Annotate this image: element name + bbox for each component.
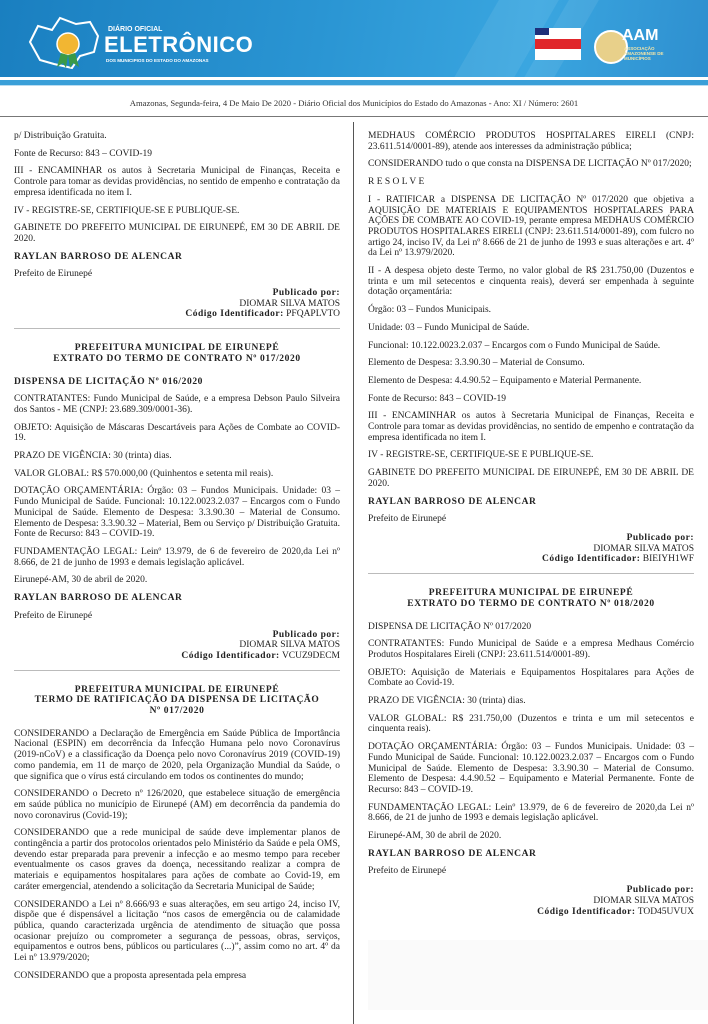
publication-signature — [14, 288, 340, 320]
identifier-line — [368, 907, 694, 918]
section-divider — [368, 573, 694, 574]
paragraph: Órgão: 03 – Fundos Municipais. — [368, 305, 492, 316]
paragraph: Prefeito de Eirunepé — [14, 610, 93, 621]
section-title — [14, 685, 340, 717]
identifier-code: PFQAPLVTO — [286, 309, 340, 320]
publisher-name: DIOMAR SILVA MATOS — [239, 640, 340, 651]
paragraph: IV - REGISTRE-SE, CERTIFIQUE-SE E PUBLIQUE-SE. — [14, 205, 240, 216]
paragraph: VALOR GLOBAL: R$ 231.750,00 (Duzentos e trinta e um mil setecentos e cinquenta reais). — [368, 713, 694, 735]
paragraph: R E S O L V E — [368, 177, 425, 188]
section-divider — [14, 328, 340, 329]
paragraph: GABINETE DO PREFEITO MUNICIPAL DE EIRUNEPÉ, EM 30 DE ABRIL DE 2020. — [368, 468, 694, 489]
amazonas-flag-icon — [535, 28, 581, 60]
paragraph: Elemento de Despesa: 3.3.90.30 – Material de Consumo. — [368, 358, 585, 369]
column-divider — [353, 122, 354, 1024]
publication-signature — [368, 533, 694, 565]
publication-signature — [368, 885, 694, 917]
identifier-line — [14, 309, 340, 320]
section-title-line: EXTRATO DO TERMO DE CONTRATO Nº 018/2020 — [407, 598, 655, 609]
identifier-code: TOD45UVUX — [637, 906, 694, 917]
aam-subtitle: ASSOCIAÇÃO AMAZONENSE DE MUNICÍPIOS — [624, 46, 664, 61]
paragraph: Unidade: 03 – Fundo Municipal de Saúde. — [368, 322, 530, 333]
published-by-label: Publicado por: — [626, 532, 694, 543]
paragraph: p/ Distribuição Gratuita. — [14, 131, 107, 141]
paragraph: I - RATIFICAR a DISPENSA DE LICITAÇÃO Nº 017/2020 que objetiva a AQUISIÇÃO DE MATERIAIS E EQUIPAMENTOS HOSPITALARES PARA AÇÕES DE COMBATE AO COVID-19, perante empresa MEDHAUS COMÉRCIO PRODUTOS HOSPITALARES EIRELI (CNPJ: 23.611.514/0001-89), com fulcro no artigo 24, inciso IV, da Lei nº 8.666 de 21 de junho de 1993 e suas alterações e art. 4º da Lei nº 13.979/2020. — [368, 194, 694, 259]
publisher-name: DIOMAR SILVA MATOS — [593, 543, 694, 554]
paragraph: VALOR GLOBAL: R$ 570.000,00 (Quinhentos e setenta mil reais). — [14, 468, 274, 479]
paragraph: CONTRATANTES: Fundo Municipal de Saúde, e a empresa Debson Paulo Silveira dos Santos - ME (CNPJ: 23.689.309/0001-36). — [14, 394, 340, 415]
paragraph: Eirunepé-AM, 30 de abril de 2020. — [14, 575, 148, 586]
section-title-line: EXTRATO DO TERMO DE CONTRATO Nº 017/2020 — [53, 353, 301, 364]
masthead-banner — [0, 0, 708, 77]
paragraph: Fonte de Recurso: 843 – COVID-19 — [14, 148, 152, 159]
blank-area — [368, 940, 708, 1010]
paragraph: DOTAÇÃO ORÇAMENTÁRIA: Órgão: 03 – Fundos Municipais. Unidade: 03 – Fundo Municipal de Saúde. Funcional: 10.122.0023.2.037 – Encargos com o Fundo Municipal de Saúde. Elemento de Despesa: 3.3.90.30 – Material de Consumo. Elemento de Despesa: 4.4.90.52 – Equipamento e Material Permanente. Fonte de Recurso: 843 – COVID-19. — [368, 742, 694, 795]
header-stripe — [0, 85, 708, 86]
paragraph: Elemento de Despesa: 4.4.90.52 – Equipamento e Material Permanente. — [368, 375, 642, 386]
logo-line2: ELETRÔNICO — [104, 32, 254, 57]
paragraph: DISPENSA DE LICITAÇÃO Nº 017/2020 — [368, 621, 532, 632]
paragraph: CONSIDERANDO a Lei nº 8.666/93 e suas alterações, em seu artigo 24, inciso IV, dispõe que é dispensável a licitação “nos casos de emergência ou de calamidade pública, quando caracterizada urgência de atendimento de situação que possa ocasionar prejuízo ou comprometer a segurança de pessoas, obras, serviços, equipamentos e outros bens, públicos ou particulares (...)”, assim como no art. 4º da Lei nº 13.979/2020; — [14, 899, 340, 964]
paragraph: Eirunepé-AM, 30 de abril de 2020. — [368, 831, 502, 842]
identifier-code: BIEIYH1WF — [642, 554, 694, 565]
paragraph: CONSIDERANDO o Decreto nº 126/2020, que estabelece situação de emergência em saúde pública no município de Eirunepé (AM) em decorrência da pandemia do novo coronavirus (Covid-19); — [14, 789, 340, 821]
identifier-line — [14, 651, 340, 662]
seal-icon — [57, 33, 79, 55]
section-title — [368, 588, 694, 609]
logo-line3: DOS MUNICIPIOS DO ESTADO DO AMAZONAS — [106, 58, 209, 63]
identifier-label: Código Identificador: — [542, 554, 641, 565]
section-divider — [14, 670, 340, 671]
section-title-line: TERMO DE RATIFICAÇÃO DA DISPENSA DE LICITAÇÃO — [34, 695, 320, 706]
signatory-name: RAYLAN BARROSO DE ALENCAR — [14, 593, 183, 604]
published-by-label: Publicado por: — [626, 885, 694, 896]
section-title-line: PREFEITURA MUNICIPAL DE EIRUNEPÉ — [74, 684, 280, 695]
paragraph: OBJETO: Aquisição de Materiais e Equipamentos Hospitalares para Ações de Combate ao Covid-19. — [368, 667, 694, 689]
paragraph: CONTRATANTES: Fundo Municipal de Saúde e a empresa Medhaus Comércio Produtos Hospitalares Eireli (CNPJ: 23.611.514/0001-89). — [368, 639, 694, 660]
paragraph: III - ENCAMINHAR os autos à Secretaria Municipal de Finanças, Receita e Controle para tomar as devidas providências, no sentido de empenho e contratação da empresa identificada no item I. — [14, 166, 340, 198]
paragraph: Prefeito de Eirunepé — [14, 269, 93, 280]
header-divider — [0, 116, 708, 117]
identifier-label: Código Identificador: — [185, 309, 284, 320]
published-by-label: Publicado por: — [272, 288, 340, 299]
publication-signature — [14, 630, 340, 662]
paragraph: OBJETO: Aquisição de Máscaras Descartáveis para Ações de Combate ao COVID-19. — [14, 422, 340, 444]
signatory-name: DISPENSA DE LICITAÇÃO Nº 016/2020 — [14, 376, 204, 387]
paragraph: Prefeito de Eirunepé — [368, 866, 447, 877]
paragraph: PRAZO DE VIGÊNCIA: 30 (trinta) dias. — [368, 696, 526, 707]
published-by-label: Publicado por: — [272, 629, 340, 640]
paragraph: IV - REGISTRE-SE, CERTIFIQUE-SE E PUBLIQUE-SE. — [368, 450, 594, 461]
section-title-line: Nº 017/2020 — [149, 706, 205, 717]
paragraph: GABINETE DO PREFEITO MUNICIPAL DE EIRUNEPÉ, EM 30 DE ABRIL DE 2020. — [14, 223, 340, 244]
signatory-name: RAYLAN BARROSO DE ALENCAR — [368, 848, 537, 859]
paragraph: FUNDAMENTAÇÃO LEGAL: Leinº 13.979, de 6 de fevereiro de 2020,da Lei nº 8.666, de 21 de junho de 1993 e demais legislação aplicável. — [368, 802, 694, 824]
paragraph: PRAZO DE VIGÊNCIA: 30 (trinta) dias. — [14, 451, 172, 462]
paragraph: FUNDAMENTAÇÃO LEGAL: Leinº 13.979, de 6 de fevereiro de 2020,da Lei nº 8.666, de 21 de junho de 1993 e demais legislação aplicável. — [14, 546, 340, 568]
paragraph: CONSIDERANDO tudo o que consta na DISPENSA DE LICITAÇÃO Nº 017/2020; — [368, 159, 692, 170]
paragraph: II - A despesa objeto deste Termo, no valor global de R$ 231.750,00 (Duzentos e trinta e um mil setecentos e cinquenta reais), deverá ser empenhada à seguinte dotação orçamentária: — [368, 266, 694, 298]
section-title-line: PREFEITURA MUNICIPAL DE EIRUNEPÉ — [74, 343, 280, 354]
paragraph: CONSIDERANDO que a proposta apresentada pela empresa — [14, 970, 247, 981]
logo-line1: DIÁRIO OFICIAL — [108, 26, 163, 33]
identifier-code: VCUZ9DECM — [281, 650, 340, 661]
paragraph: DOTAÇÃO ORÇAMENTÁRIA: Órgão: 03 – Fundos Municipais. Unidade: 03 – Fundo Municipal de Saúde. Funcional: 10.122.0023.2.037 – Encargos com o Fundo Municipal de Saúde. Elemento de Despesa: 3.3.90.30 – Material de Consumo. Elemento de Despesa: 3.3.90.32 – Material, Bem ou Serviço p/ Distribuição Gratuita. Fonte de Recurso: 843 – COVID-19. — [14, 486, 340, 540]
section-title-line: PREFEITURA MUNICIPAL DE EIRUNEPÉ — [428, 588, 634, 599]
section-title — [14, 343, 340, 364]
signatory-name: RAYLAN BARROSO DE ALENCAR — [14, 251, 183, 262]
aam-title: AAM — [622, 27, 659, 44]
paragraph: Fonte de Recurso: 843 – COVID-19 — [368, 393, 506, 404]
paragraph: Funcional: 10.122.0023.2.037 – Encargos com o Fundo Municipal de Saúde. — [368, 340, 661, 351]
paragraph: CONSIDERANDO a Declaração de Emergência em Saúde Pública de Importância Nacional (ESPIN) em decorrência da Infecção Humana pelo novo Coronavírus (2019-nCoV) e a classificação da Doença pelo novo Coronavírus 2019 (COVID-19) como pandemia, em 11 de março de 2020, pela Organização Mundial da Saúde, o que significa que o vírus está circulando em todos os continentes do mundo; — [14, 728, 340, 782]
paragraph: MEDHAUS COMÉRCIO PRODUTOS HOSPITALARES EIRELI (CNPJ: 23.611.514/0001-89), atende aos interesses da administração pública; — [368, 131, 694, 152]
paragraph: III - ENCAMINHAR os autos à Secretaria Municipal de Finanças, Receita e Controle para tomar as devidas providências, no sentido de empenho e contratação da empresa identificada no item I. — [368, 411, 694, 443]
diario-oficial-logo — [24, 12, 254, 72]
right-column — [368, 131, 694, 925]
identifier-label: Código Identificador: — [537, 906, 636, 917]
left-column — [14, 131, 340, 988]
publisher-name: DIOMAR SILVA MATOS — [593, 895, 694, 906]
paragraph: Prefeito de Eirunepé — [368, 514, 447, 525]
publisher-name: DIOMAR SILVA MATOS — [239, 298, 340, 309]
identifier-label: Código Identificador: — [181, 650, 280, 661]
signatory-name: RAYLAN BARROSO DE ALENCAR — [368, 496, 537, 507]
aam-logo — [594, 26, 674, 64]
amazonas-map-icon — [24, 12, 104, 72]
paragraph: CONSIDERANDO que a rede municipal de saúde deve implementar planos de contingência a partir dos protocolos orientados pelo Ministério da Saúde e pela OMS, devendo estar preparada para prevenir a infecção e ao mesmo tempo para receber eventualmente os casos graves da doença, necessitando realizar a compra de materiais e equipamentos hospitalares para ações de combate ao Covid-19, em caráter emergencial, atendendo a solicitação da Secretaria Municipal de Saúde; — [14, 828, 340, 892]
identifier-line — [368, 554, 694, 565]
issue-dateline: Amazonas, Segunda-feira, 4 De Maio De 2020 - Diário Oficial dos Municípios do Estado do Amazonas - Ano: XI / Número: 2601 — [129, 98, 579, 108]
